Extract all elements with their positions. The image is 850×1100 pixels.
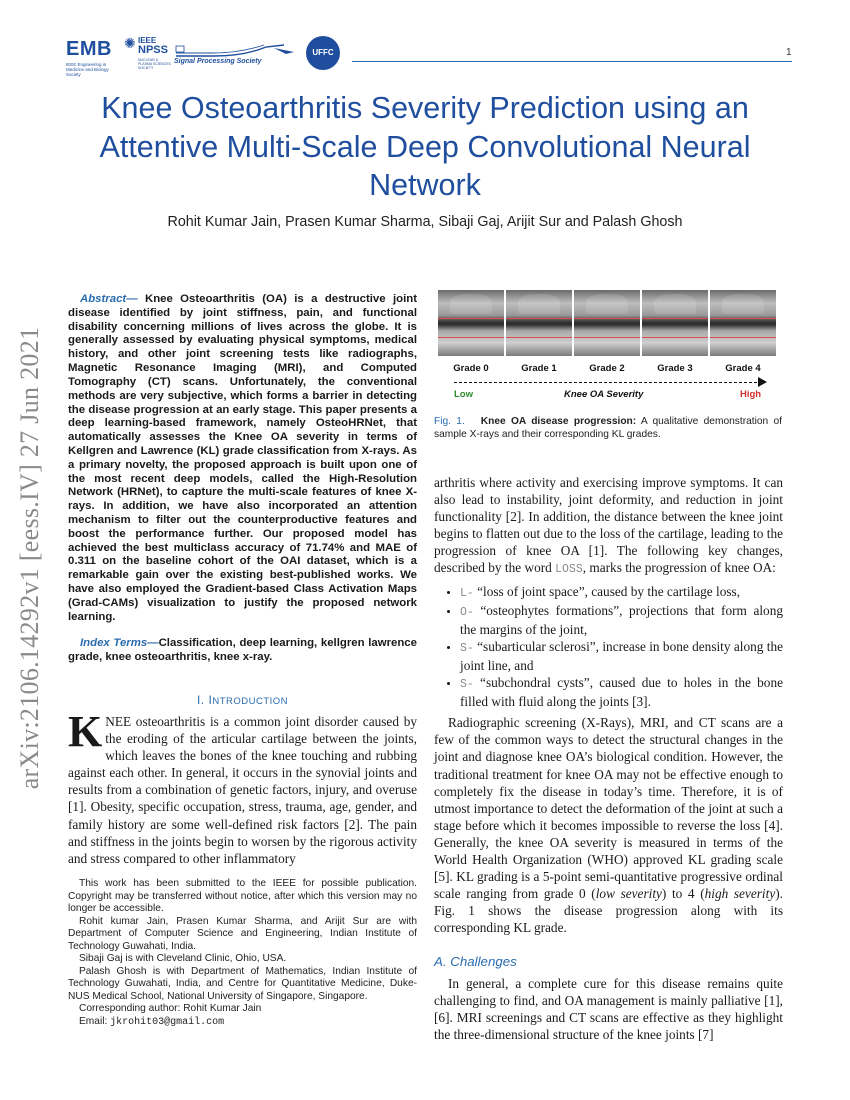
- xray-grade-4: [710, 290, 776, 356]
- paragraph-radiographic: Radiographic screening (X-Rays), MRI, and CT scans are a few of the common ways to detect the structural changes in the joint and diagnose knee OA’s biological condition. However, the traditional treatment for knee OA may not be effective enough to completely fix the disease in today’s time. Therefore, it is of utmost importance to detect the deformation of the joint at such a stage before which it becomes impossible to reverse the loss [4]. Generally, the knee OA severity is measured in terms of the World Health Organization (WHO) approved KL grading scale [5]. KL grading is a 5-point semi-quantitative progressive ordinal scale ranging from grade 0 (low severity) to 4 (high severity). Fig. 1 shows the disease progression along with its corresponding KL grade.: [434, 715, 783, 936]
- index-terms-label: Index Terms: [80, 637, 148, 649]
- arxiv-stamp: [10, 298, 50, 818]
- severity-high-label: High: [740, 389, 762, 400]
- loss-acronym: LOSS: [555, 563, 583, 577]
- xray-grade-1: [506, 290, 572, 356]
- sps-wave-icon: [174, 44, 304, 58]
- grade-label: Grade 2: [589, 363, 625, 374]
- ieee-star-icon: ✺: [124, 37, 136, 52]
- society-logos: [66, 34, 356, 77]
- page-number: 1: [786, 47, 792, 58]
- introduction-paragraph: [68, 707, 417, 867]
- section-heading-introduction: I. INTRODUCTION: [196, 693, 289, 707]
- sps-logo-text: Signal Processing Society: [174, 58, 262, 65]
- grade-label: Grade 1: [521, 363, 557, 374]
- xray-grade-0: [438, 290, 504, 356]
- drop-cap: K: [68, 707, 103, 756]
- author-list: Rohit Kumar Jain, Prasen Kumar Sharma, Sibaji Gaj, Arijit Sur and Palash Ghosh: [167, 214, 683, 230]
- npss-logo-subtitle: NUCLEAR & PLASMA SCIENCES SOCIETY: [138, 58, 171, 70]
- caption-title: Knee OA disease progression:: [480, 416, 637, 427]
- footnote-affiliation-iitg: Rohit kumar Jain, Prasen Kumar Sharma, and Arijit Sur are with Department of Computer Science and Engineering, Indian Institute of Technology Guwahati, India.: [68, 915, 417, 952]
- npss-logo-text: NPSS: [138, 44, 168, 56]
- list-item: • L- “loss of joint space”, caused by the cartilage loss,: [460, 583, 783, 602]
- caption-text: A qualitative demonstration of sample X-rays and their corresponding KL grades.: [434, 416, 783, 440]
- index-terms: Index Terms—Classification, deep learning, kellgren lawrence grade, knee osteoarthritis, knee x-ray.: [68, 637, 417, 663]
- list-item: • S- “subchondral cysts”, caused due to holes in the bone filled with fluid along the joints [3].: [460, 674, 783, 710]
- loss-bullet-list: [434, 583, 783, 711]
- email-link[interactable]: jkrohit03@gmail.com: [110, 1016, 225, 1028]
- introduction-text: NEE osteoarthritis is a common joint disorder caused by the eroding of the articular cartilage between the joints, which leaves the bones of the knee touching and rubbing against each other. In general, it occurs in the synovial joints and results from a combination of genetic factors, injury, and overuse [1]. Obesity, specific occupation, stress, trauma, age, gender, and family history are some well-defined risk factors [2]. The pain and stiffness in the joints begin to worsen by the rigorous activity and stress compared to other inflammatory: [68, 714, 417, 866]
- footnote-submission: This work has been submitted to the IEEE for possible publication. Copyright may be transferred without notice, after which this version may no longer be accessible.: [68, 878, 417, 914]
- footnote-corresponding-author: Corresponding author: Rohit Kumar Jain: [79, 1003, 262, 1014]
- arrow-right-icon: [758, 377, 767, 387]
- index-terms-text: Classification, deep learning, kellgren lawrence grade, knee osteoarthritis, knee x-ray.: [68, 637, 417, 663]
- footnote-affiliation-cleveland: Sibaji Gaj is with Cleveland Clinic, Ohio, USA.: [79, 953, 287, 964]
- footnotes: [68, 878, 417, 1029]
- figure-1: [436, 290, 778, 402]
- severity-low-label: Low: [454, 389, 473, 400]
- severity-axis-label: Knee OA Severity: [564, 389, 644, 400]
- challenges-paragraph: In general, a complete cure for this disease remains quite challenging to find, and OA management is mainly palliative [1], [6]. MRI screenings and CT scans are effective as they highlight the three-dimensional structure of the knee joints [7]: [434, 976, 783, 1043]
- list-item: • S- “subarticular sclerosi”, increase in bone density along the joint line, and: [460, 638, 783, 674]
- emb-logo-subtitle: IEEE Engineering in Medicine and Biology Society: [66, 62, 109, 77]
- list-item: • O- “osteophytes formations”, projections that form along the margins of the joint,: [460, 602, 783, 638]
- ieee-logo-text: IEEE: [138, 36, 157, 45]
- abstract-text: Knee Osteoarthritis (OA) is a destructive joint disease identified by joint stiffness, pain, and functional disability concerning millions of lives across the globe. It is generally assessed by evaluating physical symptoms, medical history, and other joint screening tests like radiographs, Magnetic Resonance Imaging (MRI), and Computed Tomography (CT) scans. Unfortunately, the conventional methods are very subjective, which forms a barrier in detecting the disease progression at an early stage. This paper presents a deep learning-based framework, namely OsteoHRNet, that automatically assesses the Knee OA severity in terms of Kellgren and Lawrence (KL) grade classification from X-rays. As a primary novelty, the proposed approach is built upon one of the most recent deep models, called the High-Resolution Network (HRNet), to capture the multi-scale features of knee X-rays. In addition, we have also incorporated an attention mechanism to filter out the counterproductive features and boost the performance further. Our proposed model has achieved the best multiclass accuracy of 71.74% and MAE of 0.311 on the baseline cohort of the OAI dataset, which is a remarkable gain over the existing best-published works. We have also employed the Gradient-based Class Activation Maps (Grad-CAMs) visualization to justify the proposed network learning.: [68, 293, 417, 623]
- uffc-logo: UFFC: [306, 36, 340, 70]
- grade-label: Grade 4: [725, 363, 761, 374]
- paper-title: Knee Osteoarthritis Severity Prediction using an Attentive Multi-Scale Deep Convolutional Neural Network: [99, 91, 751, 202]
- footnote-email: Email: jkrohit03@gmail.com: [79, 1015, 225, 1028]
- grade-label: Grade 3: [657, 363, 693, 374]
- arxiv-identifier: arXiv:2106.14292v1 [eess.IV] 27 Jun 2021: [15, 326, 44, 790]
- xray-grade-2: [574, 290, 640, 356]
- footnote-affiliation-ghosh: Palash Ghosh is with Department of Mathematics, Indian Institute of Technology Guwahati, India, and Centre for Quantitative Medicine, Duke-NUS Medical School, National University of Singapore, Singapore.: [68, 965, 417, 1002]
- xray-grade-3: [642, 290, 708, 356]
- right-column-text: [434, 474, 783, 936]
- abstract: Abstract— Knee Osteoarthritis (OA) is a destructive joint disease identified by joint stiffness, pain, and functional disability concerning millions of lives across the globe. It is generally assessed by evaluating physical symptoms, medical history, and other joint screening tests like radiographs, Magnetic Resonance Imaging (MRI), and Computed Tomography (CT) scans. Unfortunately, the conventional methods are very subjective, which forms a barrier in detecting the disease progression at an early stage. This paper presents a deep learning-based framework, namely OsteoHRNet, that automatically assesses the Knee OA severity in terms of Kellgren and Lawrence (KL) grade classification from X-rays. As a primary novelty, the proposed approach is built upon one of the most recent deep models, called the High-Resolution Network (HRNet), to capture the multi-scale features of knee X-rays. In addition, we have also incorporated an attention mechanism to filter out the counterproductive features and boost the performance further. Our proposed model has achieved the best multiclass accuracy of 71.74% and MAE of 0.311 on the baseline cohort of the OAI dataset, which is a remarkable gain over the existing best-published works. We have also employed the Gradient-based Class Activation Maps (Grad-CAMs) visualization to justify the proposed network learning.: [68, 293, 417, 623]
- figure-1-caption: [434, 416, 782, 442]
- caption-label: Fig. 1.: [434, 416, 465, 427]
- subsection-heading-challenges: A. Challenges: [434, 954, 517, 969]
- npss-logo: [124, 34, 170, 74]
- emb-logo: EMB: [66, 38, 112, 60]
- header-rule: [352, 61, 792, 62]
- grade-label: Grade 0: [453, 363, 489, 374]
- abstract-label: Abstract: [80, 293, 127, 305]
- paragraph-loss: arthritis where activity and exercising improve symptoms. It can also lead to instability, joint deformity, and reduction in joint functionality [2]. In addition, the distance between the knee joint begins to flatten out due to the loss of the cartilage, leading to the progression of knee OA [1]. The following key changes, described by the word LOSS, marks the progression of knee OA:: [434, 475, 783, 577]
- severity-arrow-line: [454, 382, 762, 383]
- sps-logo: [174, 44, 304, 70]
